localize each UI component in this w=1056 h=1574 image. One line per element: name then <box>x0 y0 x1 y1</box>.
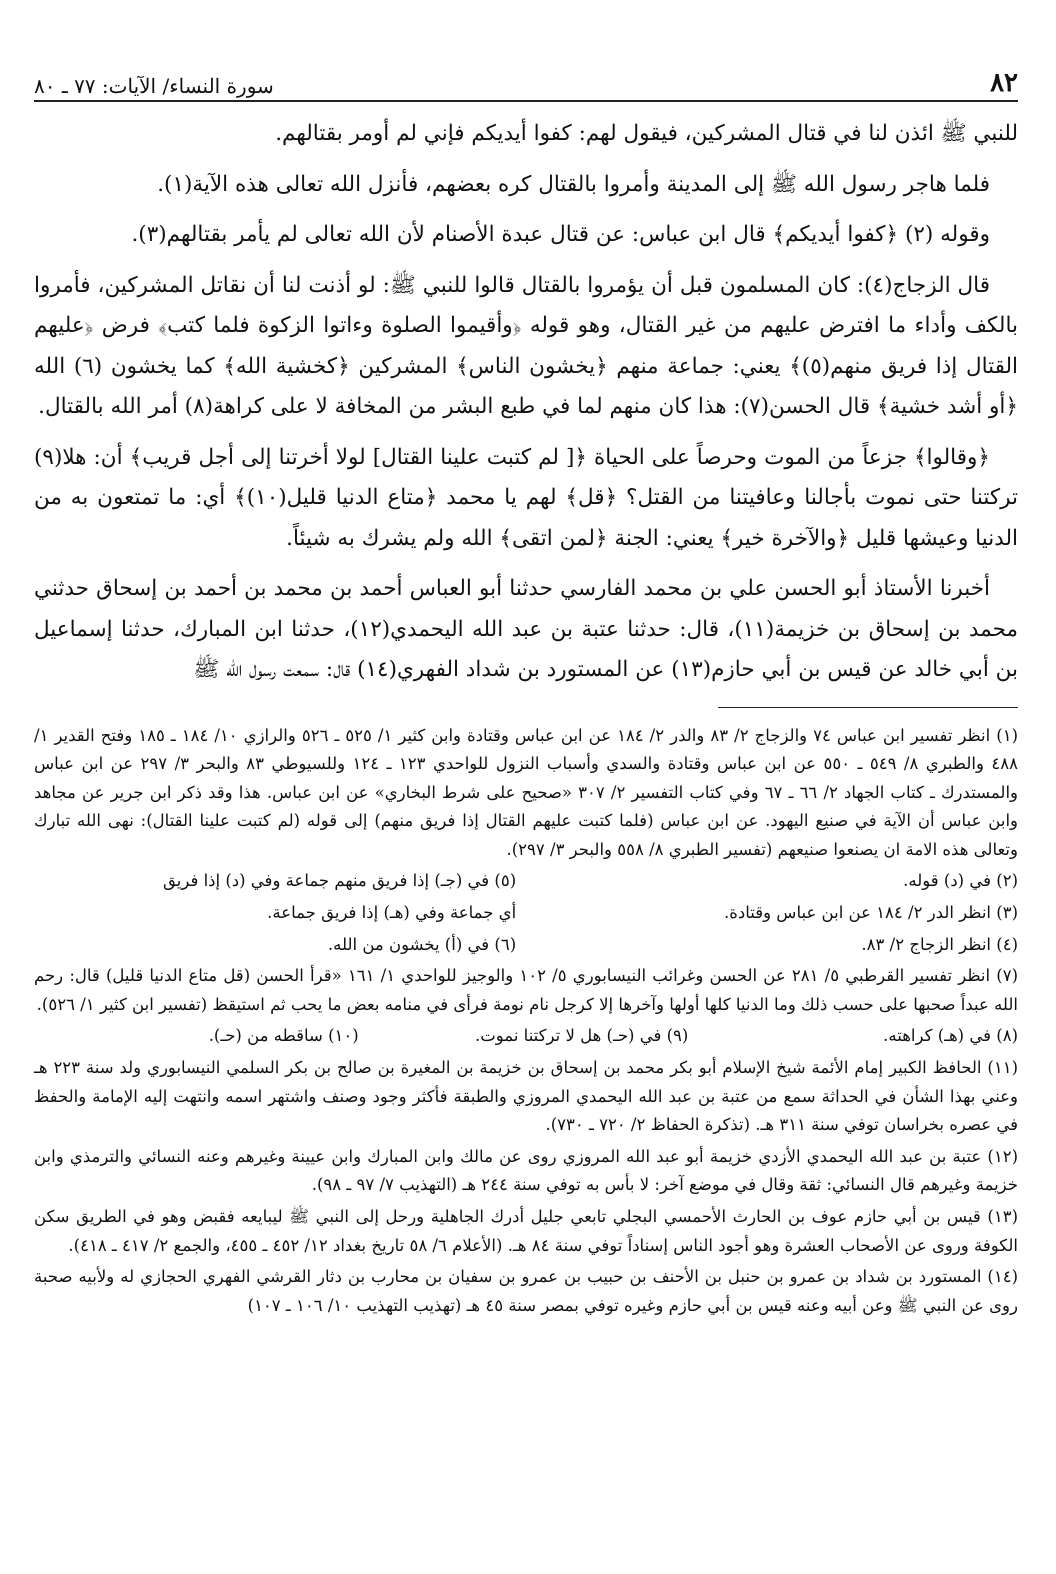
footnote-14: (١٤) المستورد بن شداد بن عمرو بن حنبل بن الأحنف بن حبيب بن عمرو بن سفيان بن محارب بن دثار القرشي الفهري الحجازي له ولأبيه صحبة روى عن النبي ﷺ وعن أبيه وعنه قيس بن أبي حازم وغيره توفي بمصر سنة ٤٥ هـ (تهذيب التهذيب ١٠/ ١٠٦ ـ ١٠٧) <box>34 1267 1018 1315</box>
footnote-1: (١) انظر تفسير ابن عباس ٧٤ والزجاج ٢/ ٨٣ والدر ٢/ ١٨٤ عن ابن عباس وقتادة وابن كثير ١/ ٥٢٥ ـ ٥٢٦ والرازي ١٠/ ١٨٤ ـ ١٨٥ وفتح القدير ١/ ٤٨٨ والطبري ٨/ ٥٤٩ ـ ٥٥٠ عن ابن عباس وقتادة والسدي وأسباب النزول للواحدي ١٢٣ ـ ١٢٤ وللسيوطي ٨٣ والبحر ٣/ ٢٩٧ عن ابن عباس والمستدرك ـ كتاب الجهاد ٢/ ٦٦ ـ ٦٧ وفي كتاب التفسير ٢/ ٣٠٧ «صحيح على شرط البخاري» عن ابن عباس. هذا وقد ذكر ابن جرير عن مجاهد وابن عباس أن الآية في صنيع اليهود. عن ابن عباس (فلما كتبت عليهم القتال إذا فريق منهم) إلى قوله (لم كتبت علينا القتال): نهى الله تبارك وتعالى هذه الامة ان يصنعوا صنيعهم (تفسير الطبري ٨/ ٥٥٨ والبحر ٣/ ٢٩٧). <box>34 725 1019 859</box>
paragraph: ﴿وقالوا﴾ جزعاً من الموت وحرصاً على الحياة ﴿[ لم كتبت علينا القتال] لولا أخرتنا إلى أجل قريب﴾ أن: هلا(٩) تركتنا حتى نموت بأجالنا وعافيتنا من القتل؟ ﴿قل﴾ لهم يا محمد ﴿متاع الدنيا قليل(١٠)﴾ أي: ما تمتعون به من الدنيا وعيشها قليل ﴿والآخرة خير﴾ يعني: الجنة ﴿لمن اتقى﴾ الله ولم يشرك به شيئاً. <box>34 444 1018 551</box>
book-page <box>34 56 1018 1556</box>
page-number: ٨٢ <box>990 68 1018 98</box>
footnote-11: (١١) الحافظ الكبير إمام الأئمة شيخ الإسلام أبو بكر محمد بن إسحاق بن خزيمة بن المغيرة بن صالح بن بكر السلمي النيسابوري ولد سنة ٢٢٣ هـ وعني بهذا الشأن في الحداثة سمع من عتبة بن عبد الله اليحمدي المروزي والطبقة فأكثر وجود وصنف واشتهر اسمه وانتهت إليه الإمامة والحفظ في عصره بخراسان توفي سنة ٣١١ هـ. (تذكرة الحفاظ ٢/ ٧٢٠ ـ ٧٣٠). <box>34 1058 1018 1135</box>
footnote-9: (٩) في (حـ) هل لا تركتنا نموت. <box>475 1026 689 1046</box>
footnote-4: (٤) انظر الزجاج ٢/ ٨٣. <box>861 934 1018 954</box>
footnote-5-cont: أي جماعة وفي (هـ) إذا فريق جماعة. <box>267 903 517 923</box>
footnote-2: (٢) في (د) قوله. <box>903 871 1018 891</box>
footnote-row <box>34 867 1018 896</box>
paragraph: وقوله (٢) ﴿كفوا أيديكم﴾ قال ابن عباس: عن قتال عبدة الأصنام لأن الله تعالى لم يأمر بقتالهم(٣). <box>131 222 990 247</box>
footnote-3: (٣) انظر الدر ٢/ ١٨٤ عن ابن عباس وقتادة. <box>723 903 1018 923</box>
footnote-row <box>34 1022 1018 1051</box>
footnote-12: (١٢) عتبة بن عبد الله اليحمدي الأزدي خزيمة أبو عبد الله المروزي روى عن مالك وابن المبارك وابن عيينة وغيرهم وعنه النسائي والترمذي وابن خزيمة وغيرهم قال النسائي: ثقة وقال في موضع آخر: لا بأس به توفي سنة ٢٤٤ هـ (التهذيب ٧/ ٩٧ ـ ٩٨). <box>34 1146 1018 1195</box>
footnote-separator <box>718 707 1018 708</box>
footnote-row <box>34 931 1018 960</box>
paragraph: فلما هاجر رسول الله ﷺ إلى المدينة وأمروا بالقتال كره بعضهم، فأنزل الله تعالى هذه الآية(١). <box>157 171 990 197</box>
page-header <box>34 56 1018 102</box>
footnote-7: (٧) انظر تفسير القرطبي ٥/ ٢٨١ عن الحسن وغرائب النيسابوري ٥/ ١٠٢ والوجيز للواحدي ١/ ١٦١ «قرأ الحسن (قل متاع الدنيا قليل) قال: رحم الله عبداً صحبها على حسب ذلك وما الدنيا كلها أولها وآخرها إلا كرجل نام نومة فرأى في منامه بعض ما يحب ثم استيقظ (تفسير ابن كثير ١/ ٥٢٦). <box>34 966 1019 1014</box>
footnote-row <box>34 899 1018 928</box>
footnotes <box>34 722 1018 1321</box>
paragraph: أخبرنا الأستاذ أبو الحسن علي بن محمد الفارسي حدثنا أبو العباس أحمد بن محمد بن أحمد بن إسحاق حدثني محمد بن إسحاق بن خزيمة(١١)، قال: حدثنا عتبة بن عبد الله اليحمدي(١٢)، حدثنا ابن المبارك، حدثنا إسماعيل بن أبي خالد عن قيس بن أبي حازم(١٣) عن المستورد بن شداد الفهري(١٤) قال: سمعت رسول الله ﷺ <box>34 576 1019 682</box>
running-title: سورة النساء/ الآيات: ٧٧ ـ ٨٠ <box>34 74 274 98</box>
footnote-13: (١٣) قيس بن أبي حازم عوف بن الحارث الأحمسي البجلي تابعي جليل أدرك الجاهلية ورحل إلى النبي ﷺ ليبايعه فقبض وهو في الطريق سكن الكوفة وروى عن الأصحاب العشرة وهو أجود الناس إسناداً توفي سنة ٨٤ هـ. (الأعلام ٦/ ٥٨ تاريخ بغداد ١٢/ ٤٥٢ ـ ٤٥٥، والجمع ٢/ ٤١٧ ـ ٤١٨). <box>34 1207 1018 1255</box>
footnote-5: (٥) في (جـ) إذا فريق منهم جماعة وفي (د) إذا فريق <box>162 871 517 891</box>
footnote-10: (١٠) ساقطه من (حـ). <box>208 1026 359 1046</box>
footnote-8: (٨) في (هـ) كراهته. <box>883 1026 1018 1046</box>
paragraph: للنبي ﷺ ائذن لنا في قتال المشركين، فيقول لهم: كفوا أيديكم فإني لم أومر بقتالهم. <box>275 121 1018 146</box>
paragraph: قال الزجاج(٤): كان المسلمون قبل أن يؤمروا بالقتال قالوا للنبي ﷺ: لو أذنت لنا أن نقاتل المشركين، فأمروا بالكف وأداء ما افترض عليهم من غير القتال، وهو قوله ﴿وأقيموا الصلوة وءاتوا الزكوة فلما كتب﴾ فرض ﴿عليهم القتال إذا فريق منهم(٥)﴾ يعني: جماعة منهم ﴿يخشون الناس﴾ المشركين ﴿كخشية الله﴾ كما يخشون (٦) الله ﴿أو أشد خشية﴾ قال الحسن(٧): هذا كان منهم لما في طبع البشر من المخافة لا على كراهة(٨) أمر الله بالقتال. <box>34 272 1019 419</box>
main-text <box>34 114 1018 691</box>
footnote-6: (٦) في (أ) يخشون من الله. <box>327 934 517 954</box>
